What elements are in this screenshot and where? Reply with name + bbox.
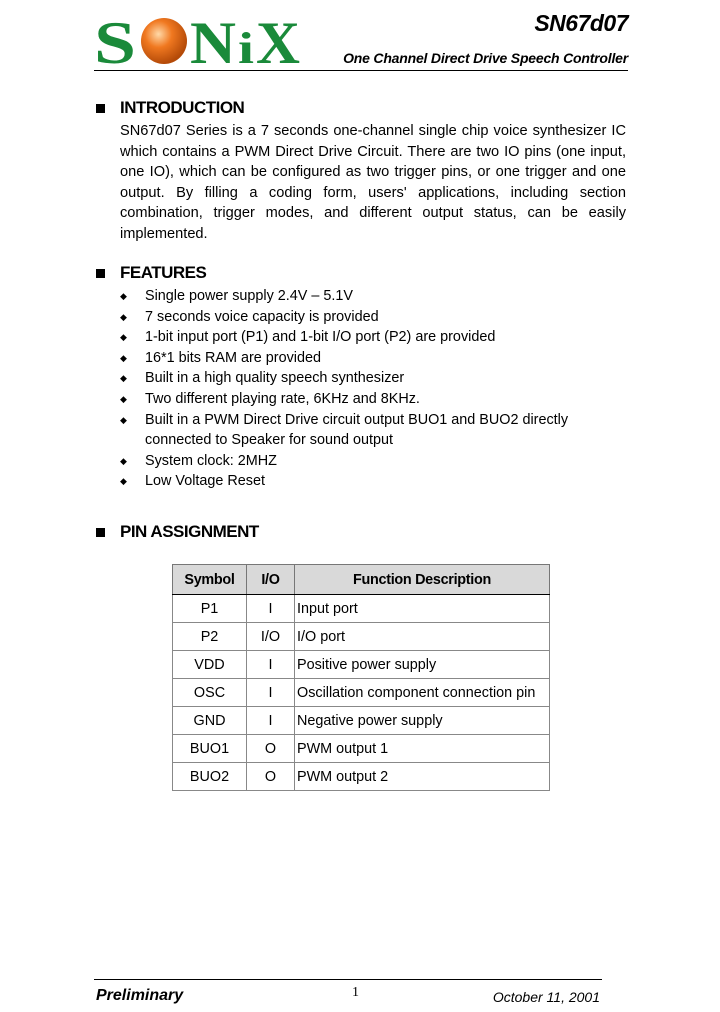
pin-symbol: VDD [173, 651, 247, 679]
logo-letter-x: X [256, 14, 300, 66]
footer-divider [94, 979, 602, 980]
diamond-bullet-icon: ◆ [120, 373, 127, 384]
introduction-heading-text: INTRODUCTION [120, 98, 245, 117]
table-row [173, 623, 550, 651]
feature-item: ◆ 7 seconds voice capacity is provided [120, 307, 600, 328]
footer-status: Preliminary [96, 987, 184, 1004]
pin-io: I [247, 651, 295, 679]
diamond-bullet-icon: ◆ [120, 476, 127, 487]
column-header-io: I/O [247, 565, 295, 595]
diamond-bullet-icon: ◆ [120, 311, 127, 322]
features-heading [96, 263, 206, 283]
features-list [120, 286, 600, 492]
pin-function: PWM output 2 [295, 763, 550, 791]
column-header-symbol: Symbol [173, 565, 247, 595]
feature-item: ◆ System clock: 2MHZ [120, 451, 600, 472]
feature-item: ◆ Low Voltage Reset [120, 471, 600, 492]
pin-io: I [247, 707, 295, 735]
pin-symbol: P2 [173, 623, 247, 651]
logo-letter-s: S [94, 14, 136, 66]
column-header-function: Function Description [295, 565, 550, 595]
table-row [173, 735, 550, 763]
feature-item: ◆ Single power supply 2.4V – 5.1V [120, 286, 600, 307]
page-number: 1 [352, 985, 359, 1000]
feature-item: ◆ Built in a PWM Direct Drive circuit output BUO1 and BUO2 directly connected to Speaker for sound output [120, 411, 569, 449]
logo-letter-n: N [190, 14, 236, 66]
pin-function: Positive power supply [295, 651, 550, 679]
diamond-bullet-icon: ◆ [120, 455, 127, 466]
pin-io: I/O [247, 623, 295, 651]
pin-assignment-table [172, 564, 550, 791]
pin-io: O [247, 735, 295, 763]
sonix-logo [94, 14, 300, 66]
sonix-logo-graphic [94, 14, 300, 66]
feature-item: ◆ 16*1 bits RAM are provided [120, 348, 600, 369]
feature-item: ◆ 1-bit input port (P1) and 1-bit I/O port (P2) are provided [120, 327, 600, 348]
logo-letter-i: i [238, 24, 254, 66]
table-row [173, 707, 550, 735]
logo-orange-ball-icon [141, 18, 187, 64]
pin-function: Input port [295, 595, 550, 623]
pin-function: I/O port [295, 623, 550, 651]
introduction-heading [96, 98, 244, 118]
square-bullet-icon [96, 104, 105, 113]
table-row [173, 651, 550, 679]
feature-item: ◆ Two different playing rate, 6KHz and 8KHz. [120, 389, 600, 410]
pin-io: I [247, 595, 295, 623]
table-row [173, 679, 550, 707]
document-title: SN67d07 [534, 10, 628, 36]
pin-symbol: BUO2 [173, 763, 247, 791]
introduction-paragraph: SN67d07 Series is a 7 seconds one-channel single chip voice synthesizer IC which contains a PWM Direct Drive Circuit. There are two IO pins (one input, one IO), which can be configured as two trigger pins, or one trigger and one output. By filling a coding form, users' applications, including section combination, trigger modes, and different output status, can be easily implemented. [120, 123, 626, 242]
document-subtitle: One Channel Direct Drive Speech Controller [343, 50, 628, 66]
pin-function: Oscillation component connection pin [295, 679, 550, 707]
diamond-bullet-icon: ◆ [120, 393, 127, 404]
pin-symbol: BUO1 [173, 735, 247, 763]
diamond-bullet-icon: ◆ [120, 414, 127, 425]
pin-assignment-heading [96, 522, 259, 542]
feature-item: ◆ Built in a high quality speech synthesizer [120, 368, 600, 389]
square-bullet-icon [96, 269, 105, 278]
table-header-row [173, 565, 550, 595]
table-row [173, 595, 550, 623]
pin-function: Negative power supply [295, 707, 550, 735]
pin-io: O [247, 763, 295, 791]
footer-date: October 11, 2001 [492, 989, 600, 1005]
pin-io: I [247, 679, 295, 707]
pin-assignment-heading-text: PIN ASSIGNMENT [120, 522, 259, 541]
diamond-bullet-icon: ◆ [120, 332, 127, 343]
features-heading-text: FEATURES [120, 263, 207, 282]
pin-symbol: OSC [173, 679, 247, 707]
square-bullet-icon [96, 528, 105, 537]
pin-symbol: P1 [173, 595, 247, 623]
pin-function: PWM output 1 [295, 735, 550, 763]
diamond-bullet-icon: ◆ [120, 352, 127, 363]
table-row [173, 763, 550, 791]
pin-symbol: GND [173, 707, 247, 735]
diamond-bullet-icon: ◆ [120, 291, 127, 301]
header-divider [94, 70, 628, 71]
